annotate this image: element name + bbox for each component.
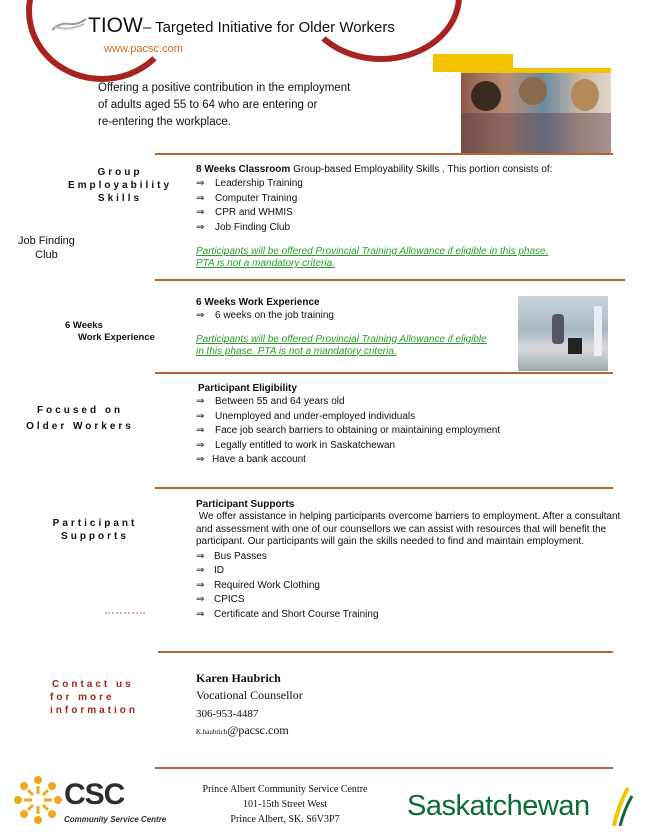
side-label-supports: Participant Supports [52,518,138,542]
contact-role: Vocational Counsellor [196,688,303,702]
list-item: ⇒ CPICS [196,594,245,605]
group-section [196,163,616,270]
list-item: ⇒ Between 55 and 64 years old [196,396,345,407]
list-item: ⇒ Certificate and Short Course Training [196,608,379,620]
page-title: TIOW– Targeted Initiative for Older Workers [88,14,395,37]
divider-5 [158,651,613,653]
csc-sun-logo-icon [12,774,64,826]
list-item: ⇒ Legally entitled to work in Saskatchewan [196,439,396,451]
contact-name: Karen Haubrich [196,671,281,685]
decorative-dots [105,612,145,614]
list-item: ⇒ Job Finding Club [196,221,291,233]
supports-body: We offer assistance in helping participants overcome barriers to employment. After a consultant and assessment with one of our counsellors we can assist with resources that will benefit the participant. Our participants will gain the skills needed to find and maintain employment. [196,511,621,547]
pta-note: Participants will be offered Provincial Training Allowance if eligible in this phase. PTA is not a mandatory criteria. [196,333,487,357]
list-item: ⇒ Unemployed and under-employed individuals [196,410,416,422]
side-label-contact: Contact us for more information [50,679,138,716]
side-label-work: 6 Weeks Work Experience [65,320,155,343]
side-label-job-finding: Job Finding Club [18,235,75,261]
csc-logo-subtitle: Community Service Centre [64,815,167,824]
divider-3 [155,372,613,374]
contact-email[interactable]: K.haubrich@pacsc.com [196,723,289,737]
intro-text: Offering a positive contribution in the employment of adults aged 55 to 64 who are entering or re-entering the workplace. [98,82,351,128]
header-arc-left [26,0,178,82]
side-label-focus: Focused on Older Workers [26,405,134,432]
work-section [196,296,506,358]
divider-4 [155,487,613,489]
list-item: ⇒ Bus Passes [196,550,267,562]
work-photo [518,296,608,371]
eligibility-section [196,382,606,468]
divider-6 [155,767,613,769]
list-item: ⇒ CPR and WHMIS [196,207,293,218]
list-item: ⇒ 6 weeks on the job training [196,310,334,321]
list-item: ⇒ Computer Training [196,192,298,204]
csc-logo-text: CSC [64,778,125,811]
supports-heading: Participant Supports [196,499,295,510]
contact-phone: 306-953-4487 [196,708,259,720]
side-label-group: Group Employability Skills [67,167,172,204]
footer-address: Prince Albert Community Service Centre 101-15th Street West Prince Albert, SK. S6V3P7 [202,784,368,825]
list-item: ⇒ Have a bank account [196,454,306,465]
supports-section [196,498,621,622]
contact-section [196,670,496,739]
website-link[interactable]: www.pacsc.com [104,43,183,55]
list-item: ⇒ Face job search barriers to obtaining or maintaining employment [196,425,501,436]
list-item: ⇒ ID [196,565,224,576]
work-heading: 6 Weeks Work Experience [196,297,320,308]
header-photo [461,73,611,153]
pta-note: Participants will be offered Provincial Training Allowance if eligible in this phase. PTA is not a mandatory criteria. [196,246,549,269]
divider-2 [155,279,625,281]
hands-logo-icon [50,16,88,34]
list-item: ⇒ Required Work Clothing [196,579,320,591]
list-item: ⇒ Leadership Training [196,178,303,189]
saskatchewan-logo-text: Saskatchewan [407,790,590,822]
group-heading: 8 Weeks Classroom Group-based Employability Skills . This portion consists of: [196,164,553,175]
eligibility-heading: Participant Eligibility [198,383,297,394]
wheat-icon [610,786,634,826]
divider-1 [155,153,613,155]
